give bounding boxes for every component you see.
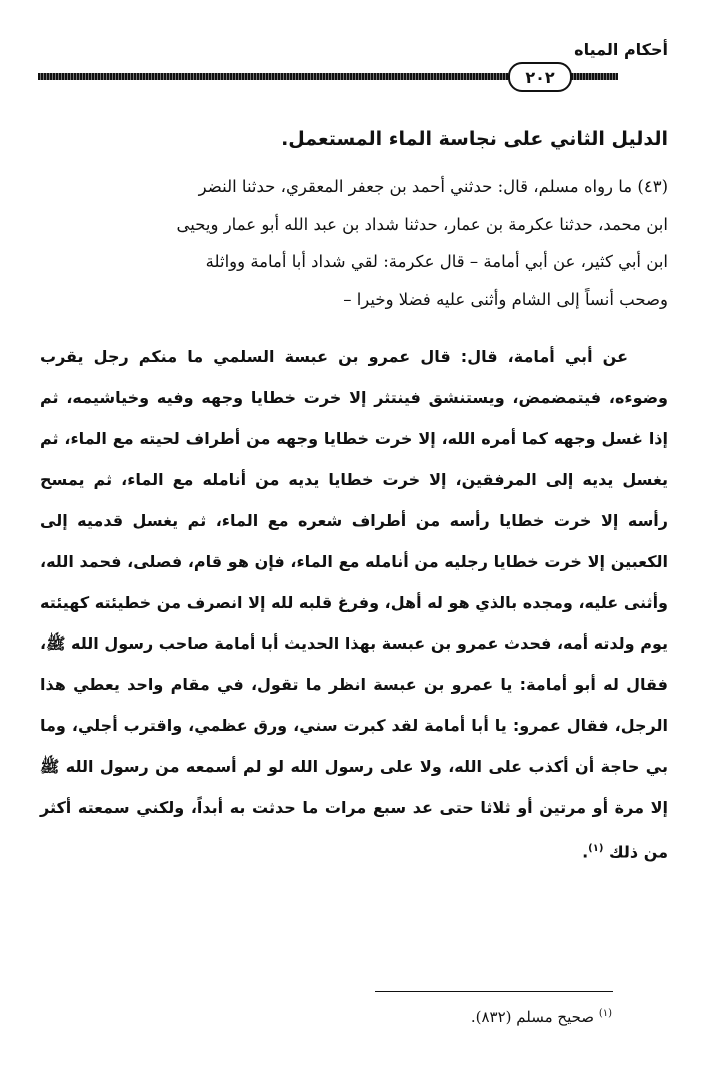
- hadith-block: [40, 336, 668, 872]
- hadith-end: .: [582, 842, 589, 862]
- header-rule-right: [568, 73, 618, 80]
- footnote: [471, 1008, 612, 1026]
- footnote-reference[interactable]: (١): [588, 843, 604, 854]
- hadith-paragraph: [40, 336, 668, 872]
- header-rule-left: [38, 73, 518, 80]
- running-title: أحكام المياه: [574, 40, 668, 59]
- hadith-text: عن أبي أمامة، قال: قال عمرو بن عبسة السلمي ما منكم رجل يقرب وضوءه، فيتمضمض، ويستنشق فينتثر إلا خرت خطايا وجهه وفيه وخياشيمه، ثم إذا غسل وجهه كما أمره الله، إلا خرت خطايا وجهه من أطراف لحيته مع الماء، ثم يغسل يديه إلى المرفقين، إلا خرت خطايا يديه من أنامله مع الماء، ثم يمسح رأسه إلا خرت خطايا رأسه من أطراف شعره مع الماء، ثم يغسل قدميه إلى الكعبين إلا خرت خطايا رجليه من أنامله مع الماء، فإن هو قام، فصلى، فحمد الله، وأثنى عليه، ومجده بالذي هو له أهل، وفرغ قلبه لله إلا انصرف من خطيئته كهيئته يوم ولدته أمه، فحدث عمرو بن عبسة بهذا الحديث أبا أمامة صاحب رسول الله ﷺ، فقال له أبو أمامة: يا عمرو بن عبسة انظر ما تقول، في مقام واحد يعطي هذا الرجل، فقال عمرو: يا أبا أمامة لقد كبرت سني، ورق عظمي، واقترب أجلي، وما بي حاجة أن أكذب على الله، ولا على رسول الله لو لم أسمعه من رسول الله ﷺ إلا مرة أو مرتين أو ثلاثا حتى عد سبع مرات ما حدثت به أبداً، ولكني سمعته أكثر من ذلك: [40, 347, 668, 862]
- section-heading: الدليل الثاني على نجاسة الماء المستعمل.: [281, 128, 668, 150]
- footnote-text: صحيح مسلم (٨٣٢).: [470, 1008, 595, 1026]
- page-number: ٢٠٢: [508, 62, 572, 92]
- footnote-marker: (١): [598, 1008, 612, 1019]
- narration-block: [40, 168, 668, 318]
- narration-line: (٤٣) ما رواه مسلم، قال: حدثني أحمد بن جعفر المعقري، حدثنا النضر: [198, 177, 668, 196]
- footnote-divider: [375, 991, 613, 992]
- narration-line: وصحب أنساً إلى الشام وأثنى عليه فضلا وخيرا –: [343, 289, 668, 309]
- narration-line: ابن أبي كثير، عن أبي أمامة – قال عكرمة: لقي شداد أبا أمامة وواثلة: [205, 252, 668, 271]
- narration-line: ابن محمد، حدثنا عكرمة بن عمار، حدثنا شداد بن عبد الله أبو عمار ويحيى: [176, 214, 668, 234]
